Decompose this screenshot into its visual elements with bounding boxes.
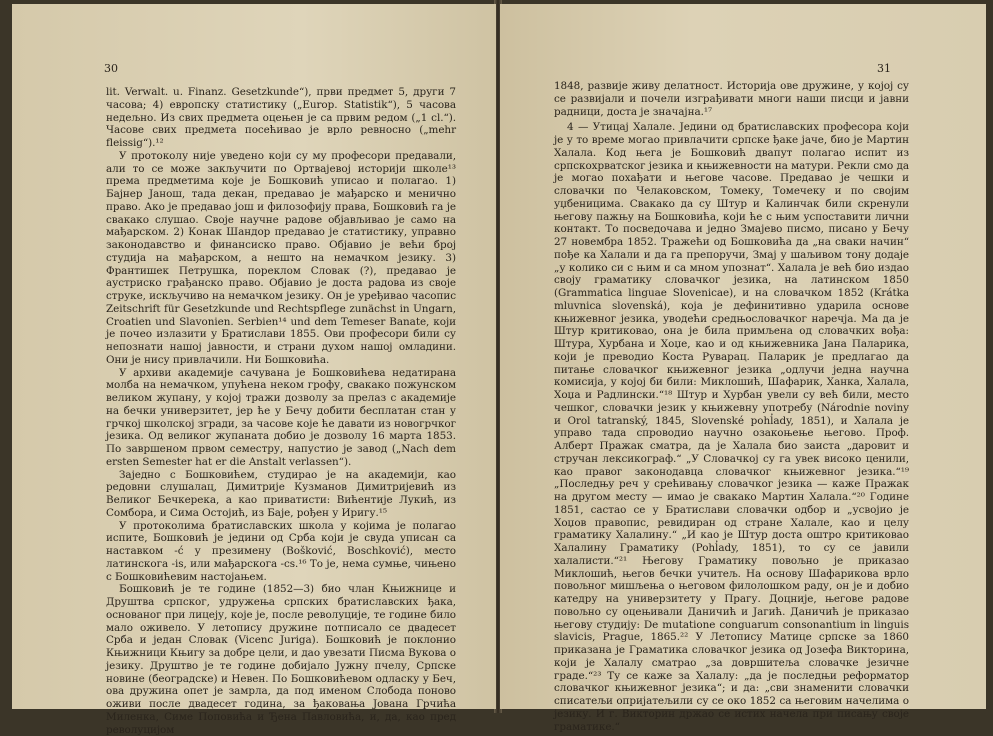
paragraph: 1848, развије живу делатност. Историја ове дружине, у којој су се развијали и почели изграђивати многи наши писци и јавни радници, доста је значајна.¹⁷ [554, 80, 909, 118]
paragraph: Бошковић је те године (1852—3) био члан Књижнице и Друштва српског, удружења српских братиславских ђака, основаног при лицеју, које је, после револуције, те године било мало оживело. У летопису дружине потписало се двадесет Срба и један Словак (Vicenc Juriga). Бошковић је поклонио Књижници Књигу за добре цели, и дао увезати Писма Вукова о језику. Друштво је те године добијало Јужну пчелу, Српске новине (београдске) и Невен. По Бошковићевом одласку у Беч, ова дружина опет је замрла, да под именом Слобода поново оживи после двадесет година, за ђаковања Јована Грчића Миленка, Симе Поповића и Ђена Павловића, и, да, као пред револуцијом [106, 583, 456, 736]
page-number: 31 [877, 62, 891, 75]
paragraph: У архиви академије сачувана је Бошковићева недатирана молба на немачком, упућена неком грофу, свакако пожунском великом жупану, у којој тражи дозволу за прелаз с академије на бечки универзитет, јер ће у Бечу добити бесплатан стан у грчкој школској згради, за часове које ће давати из новогрчког језика. Од великог жупаната добио је дозволу 16 марта 1853. По завршеном првом семестру, напустио је завод („Nach dem ersten Semester hat er die Anstalt verlassen“). [106, 366, 456, 468]
right-page [500, 4, 986, 733]
right-page-body [554, 80, 909, 733]
paragraph: lit. Verwalt. u. Finanz. Gesetzkunde“), први предмет 5, други 7 часова; 4) европску статистику („Europ. Statistik“), 5 часова недељно. Из свих предмета оцењен је са првим редом („1 cl.“). Часове свих предмета посећивао је врло ревносно („mehr fleissig“).¹² [106, 86, 456, 149]
left-page [12, 4, 496, 736]
paragraph: У протоколу није уведено који су му професори предавали, али то се може закључити по Ортвајевој историји школе¹³ према предметима које је Бошковић уписао и полагао. 1) Бајнер Јанош, тада декан, предавао је мађарско и менично право. Ако је предавао још и филозофију права, Бошковић га је свакако слушао. Своје научне радове објављивао је само на мађарском. 2) Конак Шандор предавао је статистику, управно законодавство и финансиско право. Објавио је већи број студија на мађарском, а нешто на немачком језику. 3) Франтишек Петрушка, пореклом Словак (?), предавао је аустриско грађанско право. Објавио је доста радова из своје струке, искључиво на немачком језику. Он је уређивао часопис Zeitschrift für Gesetzkunde und Rechtspflege zunächst in Ungarn, Croatien und Slavonien. Serbien¹⁴ und dem Temeser Banate, који је почео излазити у Братислави 1855. Ови професори били су непознати нашој јавности, и страни духом нашој омладини. Они је нису привлачили. Ни Бошковића. [106, 149, 457, 366]
page-number: 30 [104, 62, 118, 75]
paragraph: У протоколима братиславских школа у којима је полагао испите, Бошковић је једини од Срба који је свуда уписан са наставком -ć у презимену (Bošković, Boschković), место латинскога -is, или мађарскога -cs.¹⁶ То је, нема сумње, чињено с Бошковићевим настојањем. [106, 519, 456, 583]
paragraph: 4 — Утицај Халале. Једини од братиславских професора који је у то време могао привлачити српске ђаке јаче, био је Мартин Халала. Код њега је Бошковић двапут полагао испит из српскохрватског језика и књижевности на матури. Рекли смо да је могао похађати и његове часове. Предавао је чешки и словачки по Челаковском, Томеку, Томечеку и по својим уџбеницима. Свакако да су Штур и Калинчак били скренули његову пажњу на Бошковића, који ће с њим успоставити лични контакт. То посведочава и једно Змајево писмо, писано у Бечу 27 новембра 1852. Тражећи од Бошковића да „на сваки начин“ пође ка Халали и да га препоручи, Змај у шаљивом тону додаје „у колико си с њим и са мном упознат“. Халала је већ био издао своју граматику словачког језика, на латинском 1850 (Grammatica linguae Slovenicae), и на словачком 1852 (Krátka mluvnica slovenská), која је дефинитивно ударила основе књижевног језика, уводећи средњословачког наречја. Ма да је Штур критиковао, она је била примљена од словачких вођа: Штура, Хурбана и Хоџе, као и од књижевника Јана Паларика, који је преводио Коста Руварац. Паларик је предлагао да питање словачког књижевног језика „одлучи једна научна комисија, у којој би били: Миклошић, Шафарик, Ханка, Халала, Хоџа и Радлински.“¹⁸ Штур и Хурбан увели су већ били, место чешког, словачки језик у књижевну употребу (Národnie noviny и Orol tatranský, 1845, Slovenské pohl̓ady, 1851), и Халала је управо тада спроводио научно озакоњење његово. Проф. Алберт Пражак сматра, да је Халала био заиста „даровит и стручан лексикограф.“ „У Словачкој су га увек високо ценили, као правог законодавца словачког књижевног језика.“¹⁹ „Последњу реч у срећивању словачког језика — каже Пражак на другом месту — имао је свакако Мартин Халала.“²⁰ Године 1851, састао се у Братислави словачки одбор и „усвојио је Хоџов правопис, ревидиран од стране Халале, као и целу граматику Халалину.“ „И као је Штур доста оштро критиковао Халалину Граматику (Pohl̓ady, 1851), то су се јавили халалисти.“²¹ Његову Граматику повољно је приказао Миклошић, његов бечки учитељ. На основу Шафарикова врло повољног мишљења о његовом филолошком раду, он је и добио катедру на универзитету у Прагу. Доцније, његове радове повољно су оцењивали Даничић и Јагић. Даничић је приказао његову студију: De mutatione conguarum consonantium in linguis slavicis, Prague, 1865.²² У Летопису Матице српске за 1860 приказана је Граматика словачког језика од Јозефа Викторина, који је Халалу сматрао „за довршитеља словачке језичне граде.“²³ Ту се каже за Халалу: „да је последњи реформатор словачког књижевног језика“; и да: „сви знаменити словачки списатељи опријатељили су се око 1852 са његовим начелима о језику. И г. Викторин држао се истих начела при писању своје граматике.“ [554, 121, 909, 733]
paragraph: Заједно с Бошковићем, студирао је на академији, као редовни слушалац, Димитрије Кузманов Димитријевић из Великог Бечкерека, а као приватисти: Вићентије Лукић, из Сомбора, и Сима Остојић, из Баје, рођен у Иригу.¹⁵ [106, 468, 456, 519]
left-page-body [106, 86, 456, 736]
